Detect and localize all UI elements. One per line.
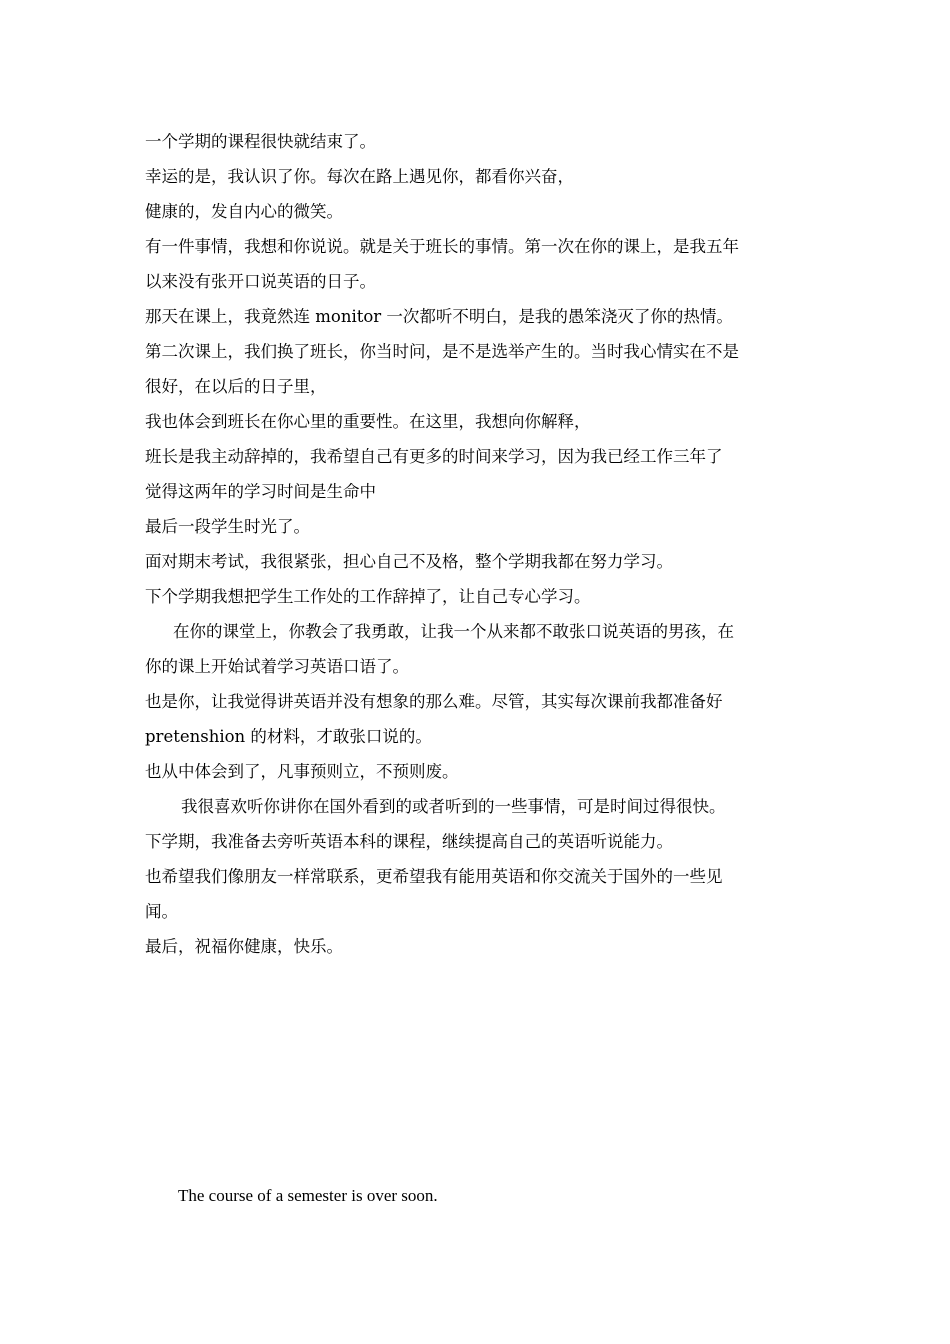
letter-body — [145, 124, 810, 964]
paragraph-line: 很好，在以后的日子里， — [145, 377, 327, 396]
paragraph-line: 闻。 — [145, 902, 178, 921]
paragraph-line: 有一件事情，我想和你说说。就是关于班长的事情。第一次在你的课上，是我五年 — [145, 237, 739, 256]
english-translation-line: The course of a semester is over soon. — [178, 1186, 438, 1205]
paragraph-line: pretenshion 的材料，才敢张口说的。 — [145, 727, 432, 746]
paragraph-line: 我很喜欢听你讲你在国外看到的或者听到的一些事情，可是时间过得很快。 — [181, 797, 726, 816]
paragraph-line: 觉得这两年的学习时间是生命中 — [145, 482, 376, 501]
paragraph-line: 班长是我主动辞掉的，我希望自己有更多的时间来学习，因为我已经工作三年了 — [145, 447, 723, 466]
paragraph-line: 你的课上开始试着学习英语口语了。 — [145, 657, 409, 676]
paragraph-line: 也从中体会到了，凡事预则立，不预则废。 — [145, 762, 459, 781]
paragraph-line: 第二次课上，我们换了班长，你当时问，是不是选举产生的。当时我心情实在不是 — [145, 342, 739, 361]
paragraph-line: 最后一段学生时光了。 — [145, 517, 310, 536]
paragraph-line: 下个学期我想把学生工作处的工作辞掉了，让自己专心学习。 — [145, 587, 591, 606]
paragraph-line: 下学期，我准备去旁听英语本科的课程，继续提高自己的英语听说能力。 — [145, 832, 673, 851]
paragraph-line: 一个学期的课程很快就结束了。 — [145, 132, 376, 151]
paragraph-line: 我也体会到班长在你心里的重要性。在这里，我想向你解释， — [145, 412, 591, 431]
paragraph-line: 幸运的是，我认识了你。每次在路上遇见你，都看你兴奋， — [145, 167, 574, 186]
paragraph-line: 以来没有张开口说英语的日子。 — [145, 272, 376, 291]
paragraph-line: 健康的，发自内心的微笑。 — [145, 202, 343, 221]
paragraph-line: 也是你，让我觉得讲英语并没有想象的那么难。尽管，其实每次课前我都准备好 — [145, 692, 723, 711]
paragraph-line: 也希望我们像朋友一样常联系，更希望我有能用英语和你交流关于国外的一些见 — [145, 867, 723, 886]
paragraph-line: 在你的课堂上，你教会了我勇敢，让我一个从来都不敢张口说英语的男孩，在 — [173, 622, 734, 641]
paragraph-line: 面对期末考试，我很紧张，担心自己不及格，整个学期我都在努力学习。 — [145, 552, 673, 571]
paragraph-line: 那天在课上，我竟然连 monitor 一次都听不明白，是我的愚笨浇灭了你的热情。 — [145, 307, 733, 326]
paragraph-line: 最后，祝福你健康，快乐。 — [145, 937, 343, 956]
